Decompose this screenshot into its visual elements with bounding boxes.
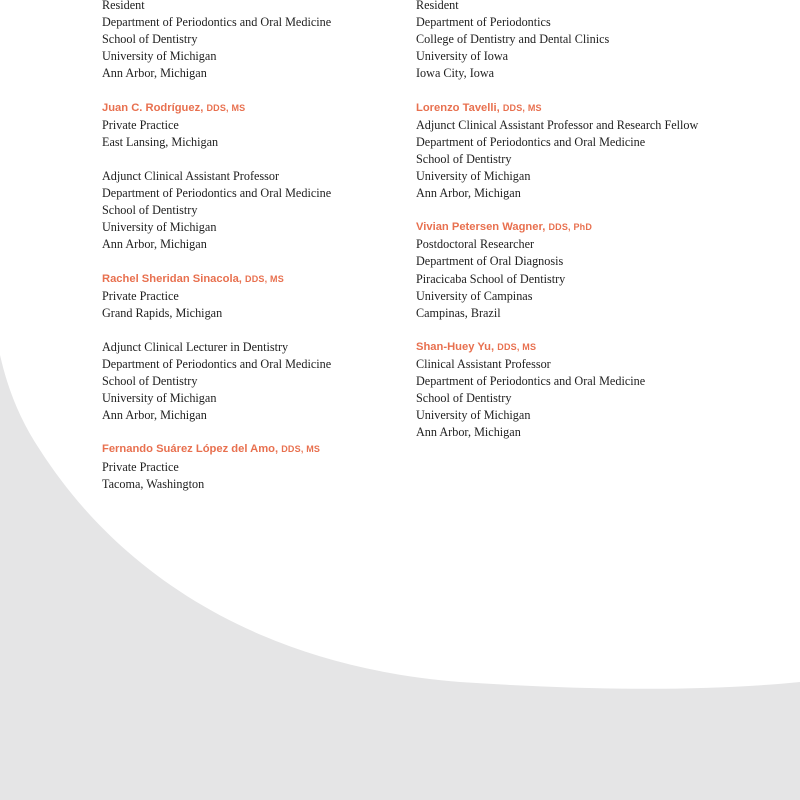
affiliation-line: University of Campinas xyxy=(416,288,533,303)
contributor-credentials: DDS, MS xyxy=(245,273,284,284)
contributor-credentials: DDS, MS xyxy=(281,444,321,455)
contributor-entry xyxy=(102,168,392,253)
affiliation-line: School of Dentistry xyxy=(102,374,198,389)
affiliation-line: Department of Periodontics and Oral Medicine xyxy=(416,374,646,389)
affiliation-line: Adjunct Clinical Assistant Professor and Research Fellow xyxy=(416,117,699,132)
affiliation-line: University of Michigan xyxy=(416,168,531,183)
contributor-entry xyxy=(102,100,392,151)
affiliation-line: Ann Arbor, Michigan xyxy=(102,237,207,252)
affiliation-line: Department of Periodontics xyxy=(416,15,551,30)
affiliation-line: Private Practice xyxy=(102,288,179,303)
contributor-name: Fernando Suárez López del Amo, DDS, MS xyxy=(102,443,321,456)
contributor-entry xyxy=(102,339,392,424)
affiliation-line: Iowa City, Iowa xyxy=(416,66,495,81)
affiliation-line: University of Michigan xyxy=(416,408,531,423)
affiliation-line: Department of Periodontics and Oral Medicine xyxy=(416,134,646,149)
affiliation-line: Ann Arbor, Michigan xyxy=(416,425,521,440)
affiliation-line: Clinical Assistant Professor xyxy=(416,356,551,371)
contributor-entry xyxy=(416,219,756,322)
affiliation-line: Postdoctoral Researcher xyxy=(416,237,535,252)
affiliation-line: University of Michigan xyxy=(102,49,217,64)
contributor-name: Lorenzo Tavelli, DDS, MS xyxy=(416,101,542,114)
affiliation-line: School of Dentistry xyxy=(416,151,512,166)
affiliation-line: School of Dentistry xyxy=(416,391,512,406)
affiliation-line: Tacoma, Washington xyxy=(102,476,205,491)
contributor-name: Juan C. Rodríguez, DDS, MS xyxy=(102,101,246,114)
contributor-credentials: DDS, MS xyxy=(206,102,246,113)
affiliation-line: Department of Oral Diagnosis xyxy=(416,254,564,269)
affiliation-line: Resident xyxy=(102,0,145,12)
left-column xyxy=(102,0,392,510)
affiliation-line: Department of Periodontics and Oral Medicine xyxy=(102,186,332,201)
affiliation-line: Private Practice xyxy=(102,117,179,132)
affiliation-line: Department of Periodontics and Oral Medicine xyxy=(102,15,332,30)
contributor-name: Vivian Petersen Wagner, DDS, PhD xyxy=(416,221,593,234)
affiliation-line: Adjunct Clinical Assistant Professor xyxy=(102,168,280,183)
affiliation-line: University of Iowa xyxy=(416,49,509,64)
right-column xyxy=(416,0,756,459)
affiliation-line: Ann Arbor, Michigan xyxy=(102,66,207,81)
contributor-credentials: DDS, MS xyxy=(497,341,537,352)
contributor-entry xyxy=(416,339,756,442)
contributor-credentials: DDS, MS xyxy=(502,102,542,113)
contributor-credentials: DDS, PhD xyxy=(548,222,593,233)
affiliation-line: College of Dentistry and Dental Clinics xyxy=(416,32,610,47)
affiliation-line: Private Practice xyxy=(102,459,179,474)
contributor-entry xyxy=(416,0,756,82)
contributor-name: Shan-Huey Yu, DDS, MS xyxy=(416,340,537,353)
contributor-entry xyxy=(416,100,756,203)
affiliation-line: Resident xyxy=(416,0,459,12)
contributor-entry xyxy=(102,441,392,492)
affiliation-line: Ann Arbor, Michigan xyxy=(102,408,207,423)
affiliation-line: Adjunct Clinical Lecturer in Dentistry xyxy=(102,339,289,354)
contributor-name: Rachel Sheridan Sinacola, DDS, MS xyxy=(102,272,284,285)
affiliation-line: School of Dentistry xyxy=(102,32,198,47)
affiliation-line: Grand Rapids, Michigan xyxy=(102,305,223,320)
affiliation-line: East Lansing, Michigan xyxy=(102,134,219,149)
affiliation-line: School of Dentistry xyxy=(102,203,198,218)
affiliation-line: University of Michigan xyxy=(102,391,217,406)
affiliation-line: Piracicaba School of Dentistry xyxy=(416,271,566,286)
affiliation-line: Campinas, Brazil xyxy=(416,305,501,320)
affiliation-line: University of Michigan xyxy=(102,220,217,235)
affiliation-line: Ann Arbor, Michigan xyxy=(416,186,521,201)
contributor-entry xyxy=(102,271,392,322)
affiliation-line: Department of Periodontics and Oral Medicine xyxy=(102,356,332,371)
contributor-entry xyxy=(102,0,392,82)
